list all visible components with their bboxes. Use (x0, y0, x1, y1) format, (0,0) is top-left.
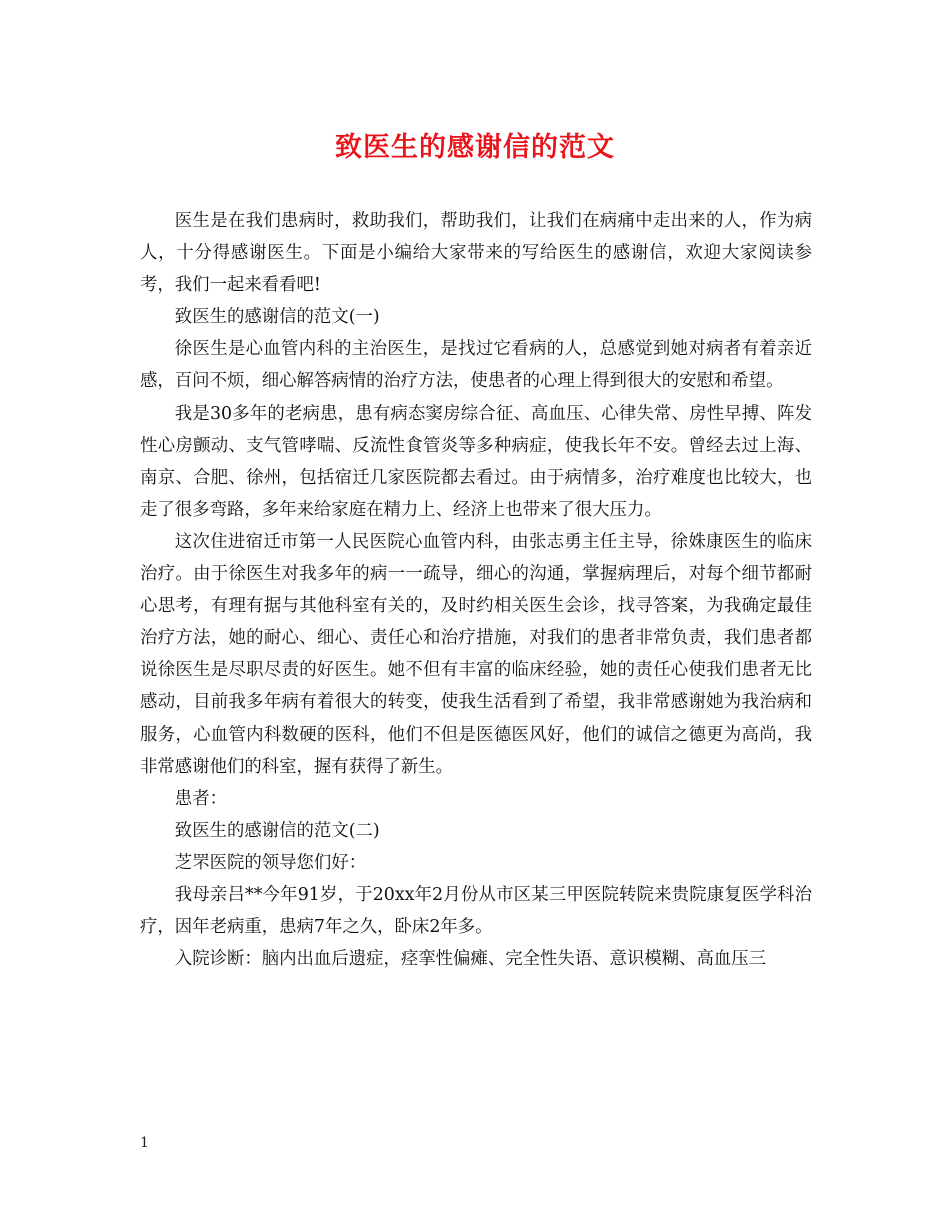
section-heading-two: 致医生的感谢信的范文(二) (174, 820, 380, 841)
body-paragraph: 入院诊断：脑内出血后遗症，痉挛性偏瘫、完全性失语、意识模糊、高血压三 (174, 949, 767, 970)
signature-line: 患者： (174, 788, 227, 809)
body-paragraph: 这次住进宿迁市第一人民医院心血管内科，由张志勇主任主导，徐姝康医生的临床治疗。由于徐医生对我多年的病一一疏导，细心的沟通，掌握病理后，对每个细节都耐心思考，有理有据与其他科室有关的，及时约相关医生会诊，找寻答案，为我确定最佳治疗方法，她的耐心、细心、责任心和治疗措施，对我们的患者非常负责，我们患者都说徐医生是尽职尽责的好医生。她不但有丰富的临床经验，她的责任心使我们患者无比感动，目前我多年病有着很大的转变，使我生活看到了希望，我非常感谢她为我治病和服务，心血管内科数硬的医科，他们不但是医德医风好，他们的诚信之德更为高尚，我非常感谢他们的科室，握有获得了新生。 (140, 531, 812, 777)
body-paragraph: 我母亲吕**今年91岁，于20xx年2月份从市区某三甲医院转院来贵院康复医学科治疗，因年老病重，患病7年之久，卧床2年多。 (140, 884, 812, 938)
body-paragraph: 我是30多年的老病患，患有病态窦房综合征、高血压、心律失常、房性早搏、阵发性心房颤动、支气管哮喘、反流性食管炎等多种病症，使我长年不安。曾经去过上海、南京、合肥、徐州，包括宿迁几家医院都去看过。由于病情多，治疗难度也比较大，也走了很多弯路，多年来给家庭在精力上、经济上也带来了很大压力。 (140, 403, 812, 520)
section-heading-one: 致医生的感谢信的范文(一) (174, 307, 380, 328)
document-body (140, 205, 812, 975)
salutation-line: 芝罘医院的领导您们好： (174, 852, 367, 873)
page-number: 1 (140, 1135, 149, 1151)
document-title: 致医生的感谢信的范文 (335, 132, 615, 163)
body-paragraph: 徐医生是心血管内科的主治医生，是找过它看病的人，总感觉到她对病者有着亲近感，百问不烦，细心解答病情的治疗方法，使患者的心理上得到很大的安慰和希望。 (140, 339, 812, 392)
intro-paragraph: 医生是在我们患病时，救助我们，帮助我们，让我们在病痛中走出来的人，作为病人，十分得感谢医生。下面是小编给大家带来的写给医生的感谢信，欢迎大家阅读参考，我们一起来看看吧! (140, 211, 812, 296)
